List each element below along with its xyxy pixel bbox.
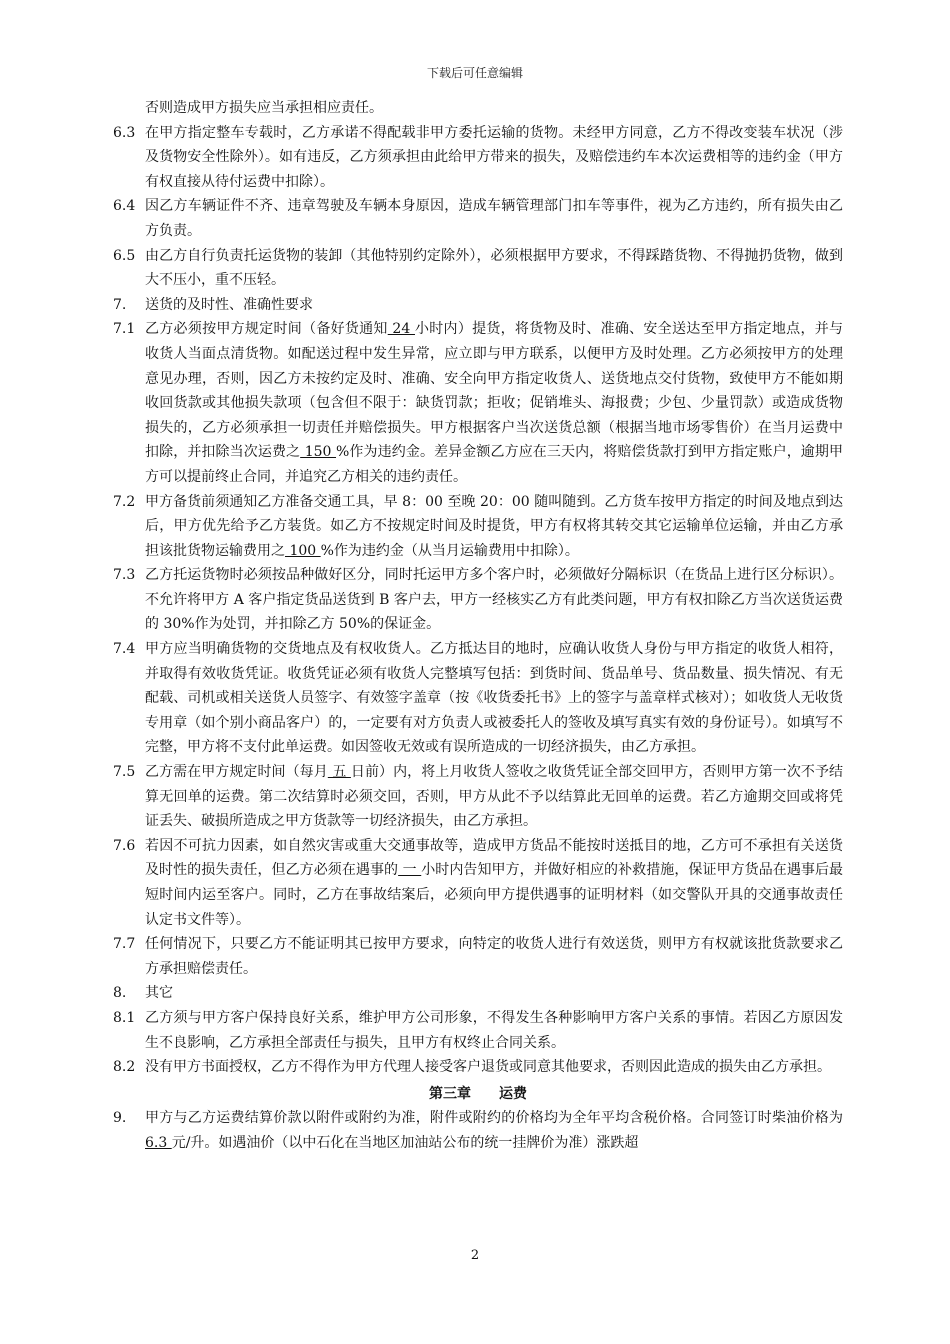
clause-number: 8. (113, 985, 127, 1002)
clause-text: 任何情况下，只要乙方不能证明其已按甲方要求，向特定的收货人进行有效送货，则甲方有权就该批货款要求乙方承担赔偿责任。 (145, 936, 843, 977)
chapter-number: 第三章 (429, 1085, 471, 1102)
clause-number: 8.1 (113, 1009, 136, 1026)
filled-blank: 24 (387, 321, 415, 338)
clause-text: 乙方必须按甲方规定时间（备好货通知 (145, 321, 388, 338)
clause-text: 乙方须与甲方客户保持良好关系，维护甲方公司形象，不得发生各种影响甲方客户关系的事情。若因乙方原因发生不良影响，乙方承担全部责任与损失，且甲方有权终止合同关系。 (145, 1009, 843, 1051)
clause-number: 7.2 (113, 493, 136, 510)
clause-text: 甲方备货前须通知乙方准备交通工具，早 8：00 至晚 20：00 随叫随到。乙方货车按甲方指定的时间及地点到达后，甲方优先给予乙方装货。如乙方不按规定时间及时提货，甲方有权将其转交其它运输单位运输，并由乙方承担该批货物运输费用之 (145, 493, 843, 559)
filled-blank: 150 (300, 444, 337, 461)
clause-6-3 (113, 121, 843, 195)
clause-number: 9. (113, 1110, 127, 1127)
final-clause-container (113, 1106, 843, 1155)
clause-text: 乙方需在甲方规定时间（每月 (145, 764, 328, 781)
filled-blank: 6.3 (145, 1134, 172, 1151)
clause-7-2 (113, 490, 843, 564)
clause-number: 6.5 (113, 247, 136, 264)
clause-number: 6.3 (113, 124, 136, 141)
document-body (113, 96, 843, 1156)
clause-text: 其它 (145, 985, 173, 1002)
clause-text: 由乙方自行负责托运货物的装卸（其他特别约定除外），必须根据甲方要求，不得踩踏货物、不得抛扔货物，做到大不压小，重不压轻。 (145, 247, 843, 289)
clause-9 (113, 1106, 843, 1155)
clause-text: 因乙方车辆证件不齐、违章驾驶及车辆本身原因，造成车辆管理部门扣车等事件，视为乙方违约，所有损失由乙方负责。 (145, 198, 843, 239)
filled-blank: 一 (398, 862, 422, 879)
clause-7-6 (113, 834, 843, 932)
clause-text: 在甲方指定整车专载时，乙方承诺不得配载非甲方委托运输的货物。未经甲方同意，乙方不得改变装车状况（涉及货物安全性除外）。如有违反，乙方须承担由此给甲方带来的损失，及赔偿违约车本次运费相等的违约金（甲方有权直接从待付运费中扣除）。 (145, 124, 843, 190)
clause-text: 日前）内，将上月收货人签收之收货凭证全部交回甲方，否则甲方第一次不予结算无回单的运费。第二次结算时必须交回，否则，甲方从此不予以结算此无回单的运费。若乙方逾期交回或将凭证丢失、破损所造成之甲方货款等一切经济损失，由乙方承担。 (145, 764, 844, 830)
clause-number: 7.7 (113, 936, 136, 953)
clause-text: 没有甲方书面授权，乙方不得作为甲方代理人接受客户退货或同意其他要求，否则因此造成的损失由乙方承担。 (145, 1059, 831, 1076)
clause-text: %作为违约金。差异金额乙方应在三天内，将赔偿货款打到甲方指定账户，逾期甲方可以提前终止合同，并追究乙方相关的违约责任。 (145, 444, 844, 485)
clause-number: 7.3 (113, 567, 136, 584)
clause-8 (113, 981, 843, 1006)
clause-text: 若因不可抗力因素，如自然灾害或重大交通事故等，造成甲方货品不能按时送抵目的地，乙方可不承担有关送货及时性的损失责任，但乙方必须在遇事的 (145, 837, 843, 879)
filled-blank: 五 (327, 764, 351, 781)
clause-text: 甲方应当明确货物的交货地点及有权收货人。乙方抵达目的地时，应确认收货人身份与甲方指定的收货人相符，并取得有效收货凭证。收货凭证必须有收货人完整填写包括：到货时间、货品单号、货品数量、损失情况、有无配载、司机或相关送货人员签字、有效签字盖章（按《收货委托书》上的签字与盖章样式核对）；如收货人无收货专用章（如个别小商品客户）的，一定要有对方负责人或被委托人的签收及填写真实有效的身份证号）。如填写不完整，甲方将不支付此单运费。如因签收无效或有误所造成的一切经济损失，由乙方承担。 (145, 641, 843, 756)
clause-number: 7.5 (113, 764, 136, 781)
clause-list (113, 121, 843, 1080)
clause-text: 乙方托运货物时必须按品种做好区分，同时托运甲方多个客户时，必须做好分隔标识（在货品上进行区分标识）。不允许将甲方 A 客户指定货品送货到 B 客户去，甲方一经核实乙方有此类问题，甲方有权扣除乙方当次送货运费的 30%作为处罚，并扣除乙方 50%的保证金。 (145, 567, 843, 633)
clause-text: 送货的及时性、准确性要求 (145, 296, 313, 313)
clause-6-4 (113, 194, 843, 243)
clause-number: 8.2 (113, 1059, 136, 1076)
clause-7-4 (113, 637, 843, 760)
clause-7-5 (113, 760, 843, 834)
clause-text: 甲方与乙方运费结算价款以附件或附约为准，附件或附约的价格均为全年平均含税价格。合同签订时柴油价格为 (145, 1110, 843, 1127)
clause-text: 元/升。如遇油价（以中石化在当地区加油站公布的统一挂牌价为准）涨跌超 (171, 1134, 639, 1151)
clause-7-1 (113, 317, 843, 489)
filled-blank: 100 (285, 542, 321, 559)
page-number: 2 (470, 1248, 480, 1263)
clause-7-3 (113, 563, 843, 637)
clause-number: 7. (113, 296, 127, 313)
clause-6-5 (113, 244, 843, 293)
clause-number: 7.1 (113, 321, 136, 338)
clause-text: 小时内）提货，将货物及时、准确、安全送达至甲方指定地点，并与收货人当面点清货物。如配送过程中发生异常，应立即与甲方联系，以便甲方及时处理。乙方必须按甲方的处理意见办理，否则，因乙方未按约定及时、准确、安全向甲方指定收货人、送货地点交付货物，致使甲方不能如期收回货款或其他损失款项（包含但不限于：缺货罚款；拒收；促销堆头、海报费；少包、少量罚款）或造成货物损失的，乙方必须承担一切责任并赔偿损失。甲方根据客户当次送货总额（根据当地市场零售价）在当月运费中扣除，并扣除当次运费之 (145, 321, 844, 461)
clause-7-7 (113, 932, 843, 981)
clause-7 (113, 293, 843, 318)
chapter-title: 运费 (499, 1085, 527, 1102)
clause-number: 6.4 (113, 198, 136, 215)
clause-number: 7.6 (113, 837, 136, 854)
chapter-heading (113, 1082, 843, 1107)
page-header: 下载后可任意编辑 (426, 66, 523, 80)
clause-text: 小时内告知甲方，并做好相应的补救措施，保证甲方货品在遇事后最短时间内运至客户。同时，乙方在事故结案后，必须向甲方提供遇事的证明材料（如交警队开具的交通事故责任认定书文件等）。 (145, 862, 844, 928)
clause-8-1 (113, 1006, 843, 1055)
continuation-text: 否则造成甲方损失应当承担相应责任。 (145, 100, 383, 116)
clause-text: %作为违约金（从当月运输费用中扣除）。 (320, 542, 579, 559)
clause-8-2 (113, 1055, 843, 1080)
clause-number: 7.4 (113, 641, 136, 658)
